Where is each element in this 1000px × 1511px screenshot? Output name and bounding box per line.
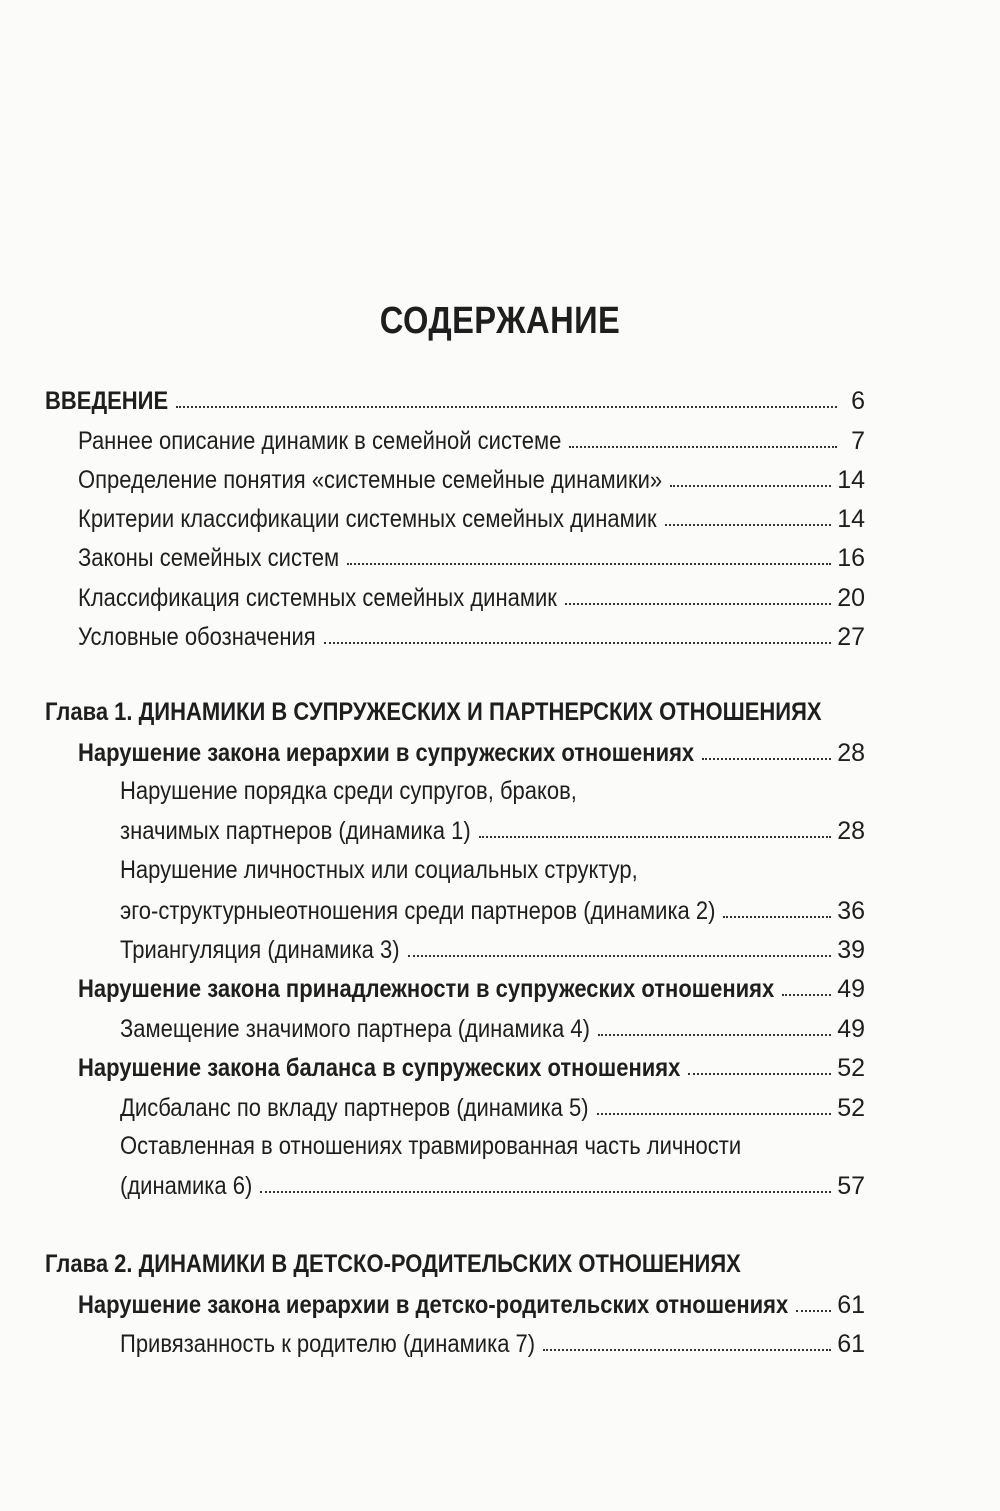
toc-entry[interactable] (120, 929, 865, 965)
toc-entry-label: Нарушение закона баланса в супружеских отношениях (78, 1054, 681, 1082)
toc-entry-label: Условные обозначения (78, 623, 316, 651)
toc-page-number: 28 (837, 739, 865, 767)
toc-entry[interactable] (120, 1087, 865, 1123)
toc-entry[interactable] (78, 459, 865, 495)
toc-page-number: 7 (851, 427, 865, 455)
leader-dots (670, 485, 831, 487)
toc-page-number: 49 (837, 975, 865, 1003)
toc-entry-label: (динамика 6) (120, 1172, 253, 1200)
toc-entry-label: Классификация системных семейных динамик (78, 584, 557, 612)
toc-entry[interactable] (120, 1008, 865, 1044)
page-title: СОДЕРЖАНИЕ (379, 300, 621, 342)
leader-dots (598, 1034, 831, 1036)
toc-entry-line[interactable]: Нарушение порядка среди супругов, браков, (120, 777, 577, 805)
leader-dots (347, 563, 831, 565)
leader-dots (176, 406, 837, 408)
toc-section[interactable] (78, 1284, 865, 1320)
toc-entry[interactable] (78, 498, 865, 534)
toc-section[interactable] (78, 732, 865, 768)
toc-entry[interactable] (78, 616, 865, 652)
toc-entry-label: Нарушение закона иерархии в супружеских отношениях (78, 739, 695, 767)
toc-page-number: 52 (837, 1094, 865, 1122)
toc-entry[interactable] (120, 890, 865, 926)
leader-dots (479, 836, 832, 838)
leader-dots (702, 758, 831, 760)
toc-page-number: 14 (837, 505, 865, 533)
toc-page-number: 61 (837, 1291, 865, 1319)
toc-page-number: 57 (837, 1172, 865, 1200)
toc-entry-label: Триангуляция (динамика 3) (120, 936, 400, 964)
toc-entry-label: ВВЕДЕНИЕ (45, 387, 169, 415)
chapter-1-heading[interactable]: Глава 1. ДИНАМИКИ В СУПРУЖЕСКИХ И ПАРТНЕРСКИХ ОТНОШЕНИЯХ (45, 698, 822, 726)
toc-entry-line[interactable]: Оставленная в отношениях травмированная часть личности (120, 1132, 742, 1160)
toc-entry-label: Нарушение закона иерархии в детско-родительских отношениях (78, 1291, 789, 1319)
toc-entry[interactable] (120, 810, 865, 846)
toc-page-number: 49 (837, 1015, 865, 1043)
toc-entry[interactable] (78, 420, 865, 456)
toc-page-number: 16 (837, 544, 865, 572)
leader-dots (723, 916, 831, 918)
toc-page-number: 39 (837, 936, 865, 964)
toc-section[interactable] (78, 1047, 865, 1083)
toc-entry-label: Раннее описание динамик в семейной системе (78, 427, 562, 455)
leader-dots (324, 642, 831, 644)
toc-entry[interactable] (78, 577, 865, 613)
leader-dots (569, 446, 837, 448)
toc-page-number: 6 (851, 387, 865, 415)
leader-dots (665, 524, 832, 526)
toc-entry-label: Привязанность к родителю (динамика 7) (120, 1330, 536, 1358)
toc-section[interactable] (78, 968, 865, 1004)
toc-entry-label: Дисбаланс по вкладу партнеров (динамика 5) (120, 1094, 589, 1122)
toc-entry-label: Критерии классификации системных семейных динамик (78, 505, 657, 533)
toc-entry-line[interactable]: Нарушение личностных или социальных структур, (120, 856, 638, 884)
toc-entry[interactable] (78, 537, 865, 573)
toc-entry-label: Нарушение закона принадлежности в супружеских отношениях (78, 975, 775, 1003)
toc-entry-label: Определение понятия «системные семейные динамики» (78, 466, 663, 494)
toc-entry-intro[interactable] (45, 380, 865, 416)
leader-dots (543, 1349, 831, 1351)
toc-entry-label: значимых партнеров (динамика 1) (120, 817, 471, 845)
leader-dots (565, 603, 831, 605)
leader-dots (597, 1113, 832, 1115)
toc-entry[interactable] (120, 1323, 865, 1359)
toc-page-number: 14 (837, 466, 865, 494)
toc-entry[interactable] (120, 1165, 865, 1201)
chapter-2-heading[interactable]: Глава 2. ДИНАМИКИ В ДЕТСКО-РОДИТЕЛЬСКИХ ОТНОШЕНИЯХ (45, 1250, 741, 1278)
toc-entry-label: Законы семейных систем (78, 544, 340, 572)
toc-page-number: 28 (837, 817, 865, 845)
toc-page-number: 52 (837, 1054, 865, 1082)
leader-dots (796, 1310, 831, 1312)
leader-dots (688, 1073, 831, 1075)
toc-page-number: 27 (837, 623, 865, 651)
toc-entry-label: Замещение значимого партнера (динамика 4) (120, 1015, 590, 1043)
toc-page-number: 20 (837, 584, 865, 612)
leader-dots (782, 994, 831, 996)
leader-dots (408, 955, 832, 957)
toc-entry-label: эго-структурныеотношения среди партнеров (динамика 2) (120, 897, 716, 925)
toc-page-number: 61 (837, 1330, 865, 1358)
toc-page-number: 36 (837, 897, 865, 925)
leader-dots (260, 1191, 831, 1193)
